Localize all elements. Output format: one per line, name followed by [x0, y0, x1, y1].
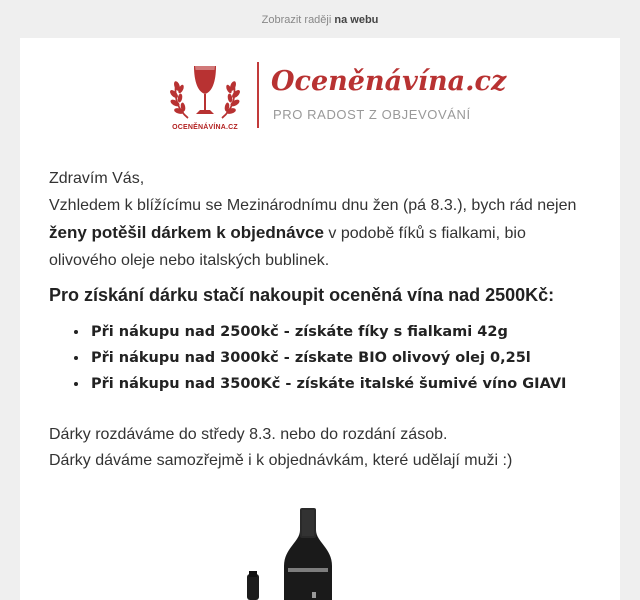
greeting: Zdravím Vás,	[49, 170, 145, 187]
view-in-browser-link[interactable]: na webu	[334, 14, 379, 26]
intro-paragraph	[49, 165, 609, 274]
intro-line-3: olivového oleje nebo italských bublinek.	[49, 252, 330, 269]
view-in-browser-prefix: Zobrazit raději	[261, 14, 332, 26]
closing-line-2: Dárky dáváme samozřejmě i k objednávkám, které udělají muži :)	[49, 452, 513, 469]
logo-tagline: PRO RADOST Z OBJEVOVÁNÍ	[273, 107, 471, 122]
logo-wordmark: Oceněnávína.cz	[271, 66, 507, 97]
intro-highlight: ženy potěšil dárkem k objednávce	[49, 223, 324, 242]
view-in-browser-bar	[0, 0, 640, 38]
email-body	[20, 38, 620, 600]
offer-list	[64, 319, 566, 397]
intro-line-2	[49, 219, 609, 247]
list-item: • Při nákupu nad 2500kč - získáte fíky s fialkami 42g	[89, 319, 566, 345]
logo-divider	[257, 62, 259, 128]
list-item: • Při nákupu nad 3500Kč - získáte italské šumivé víno GIAVI	[89, 371, 566, 397]
closing-paragraph	[49, 422, 609, 474]
list-item: • Při nákupu nad 3000kč - získate BIO olivový olej 0,25l	[89, 345, 566, 371]
intro-line-1: Vzhledem k blížícímu se Mezinárodnímu dnu žen (pá 8.3.), bych rád nejen	[49, 197, 577, 214]
offer-headline: Pro získání dárku stačí nakoupit oceněná vína nad 2500Kč:	[49, 285, 555, 305]
closing-line-1: Dárky rozdáváme do středy 8.3. nebo do rozdání zásob.	[49, 426, 448, 443]
brand-logo[interactable]	[168, 56, 507, 140]
intro-line-2-rest: v podobě fíků s fialkami, bio	[323, 225, 526, 242]
wine-bottles-image	[240, 508, 380, 600]
logo-emblem-text: OCENĚNÁVÍNA.CZ	[172, 124, 238, 131]
